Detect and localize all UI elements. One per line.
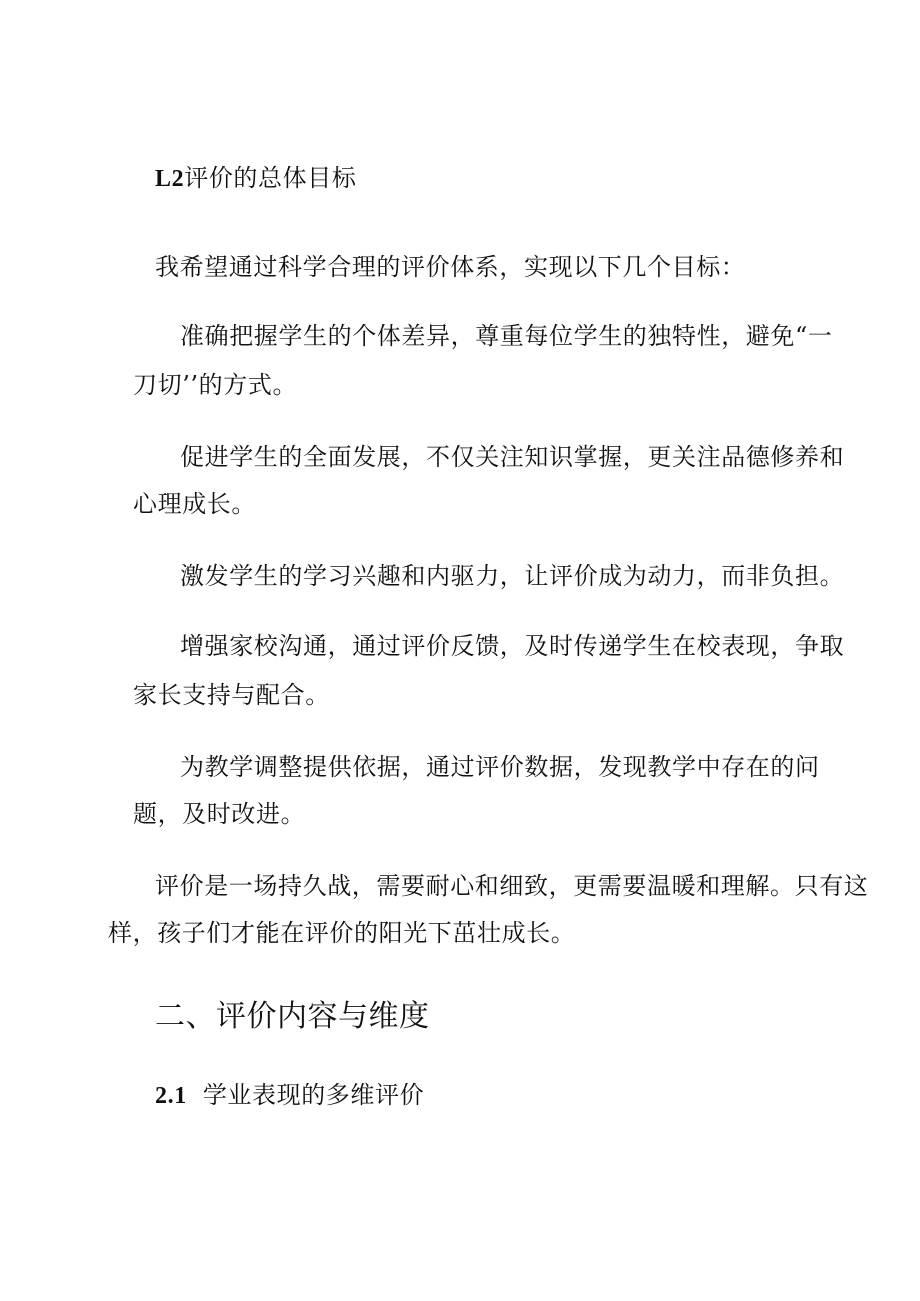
subsection-title: 学业表现的多维评价 (202, 1081, 425, 1109)
subsection-number: L2 (155, 166, 185, 192)
goal-5-line-1: 为教学调整提供依据，通过评价数据，发现教学中存在的问 (180, 753, 820, 781)
subsection-title: 评价的总体目标 (184, 164, 357, 192)
goal-1-line-2: 刀切’’的方式。 (133, 371, 298, 399)
subsection-heading-2-1 (155, 1081, 424, 1110)
goal-2-line-2: 心理成长。 (133, 490, 256, 518)
section-heading-2: 二、评价内容与维度 (155, 999, 430, 1034)
goal-5-line-2: 题，及时改进。 (133, 800, 306, 828)
closing-paragraph-line-2: 样，孩子们才能在评价的阳光下茁壮成长。 (108, 919, 576, 947)
goal-1-line-1: 准确把握学生的个体差异，尊重每位学生的独特性，避免“一 (180, 322, 833, 350)
goal-4-line-2: 家长支持与配合。 (133, 681, 330, 709)
subsection-number: 2.1 (155, 1083, 187, 1109)
closing-paragraph-line-1: 评价是一场持久战，需要耐心和细致，更需要温暖和理解。只有这 (155, 872, 869, 900)
subsection-heading-1-2 (155, 164, 356, 193)
goal-2-line-1: 促进学生的全面发展，不仅关注知识掌握，更关注品德修养和 (180, 443, 845, 471)
intro-paragraph: 我希望通过科学合理的评价体系，实现以下几个目标： (155, 253, 746, 281)
goal-3-line-1: 激发学生的学习兴趣和内驱力，让评价成为动力，而非负担。 (180, 562, 845, 590)
goal-4-line-1: 增强家校沟通，通过评价反馈，及时传递学生在校表现，争取 (180, 632, 845, 660)
